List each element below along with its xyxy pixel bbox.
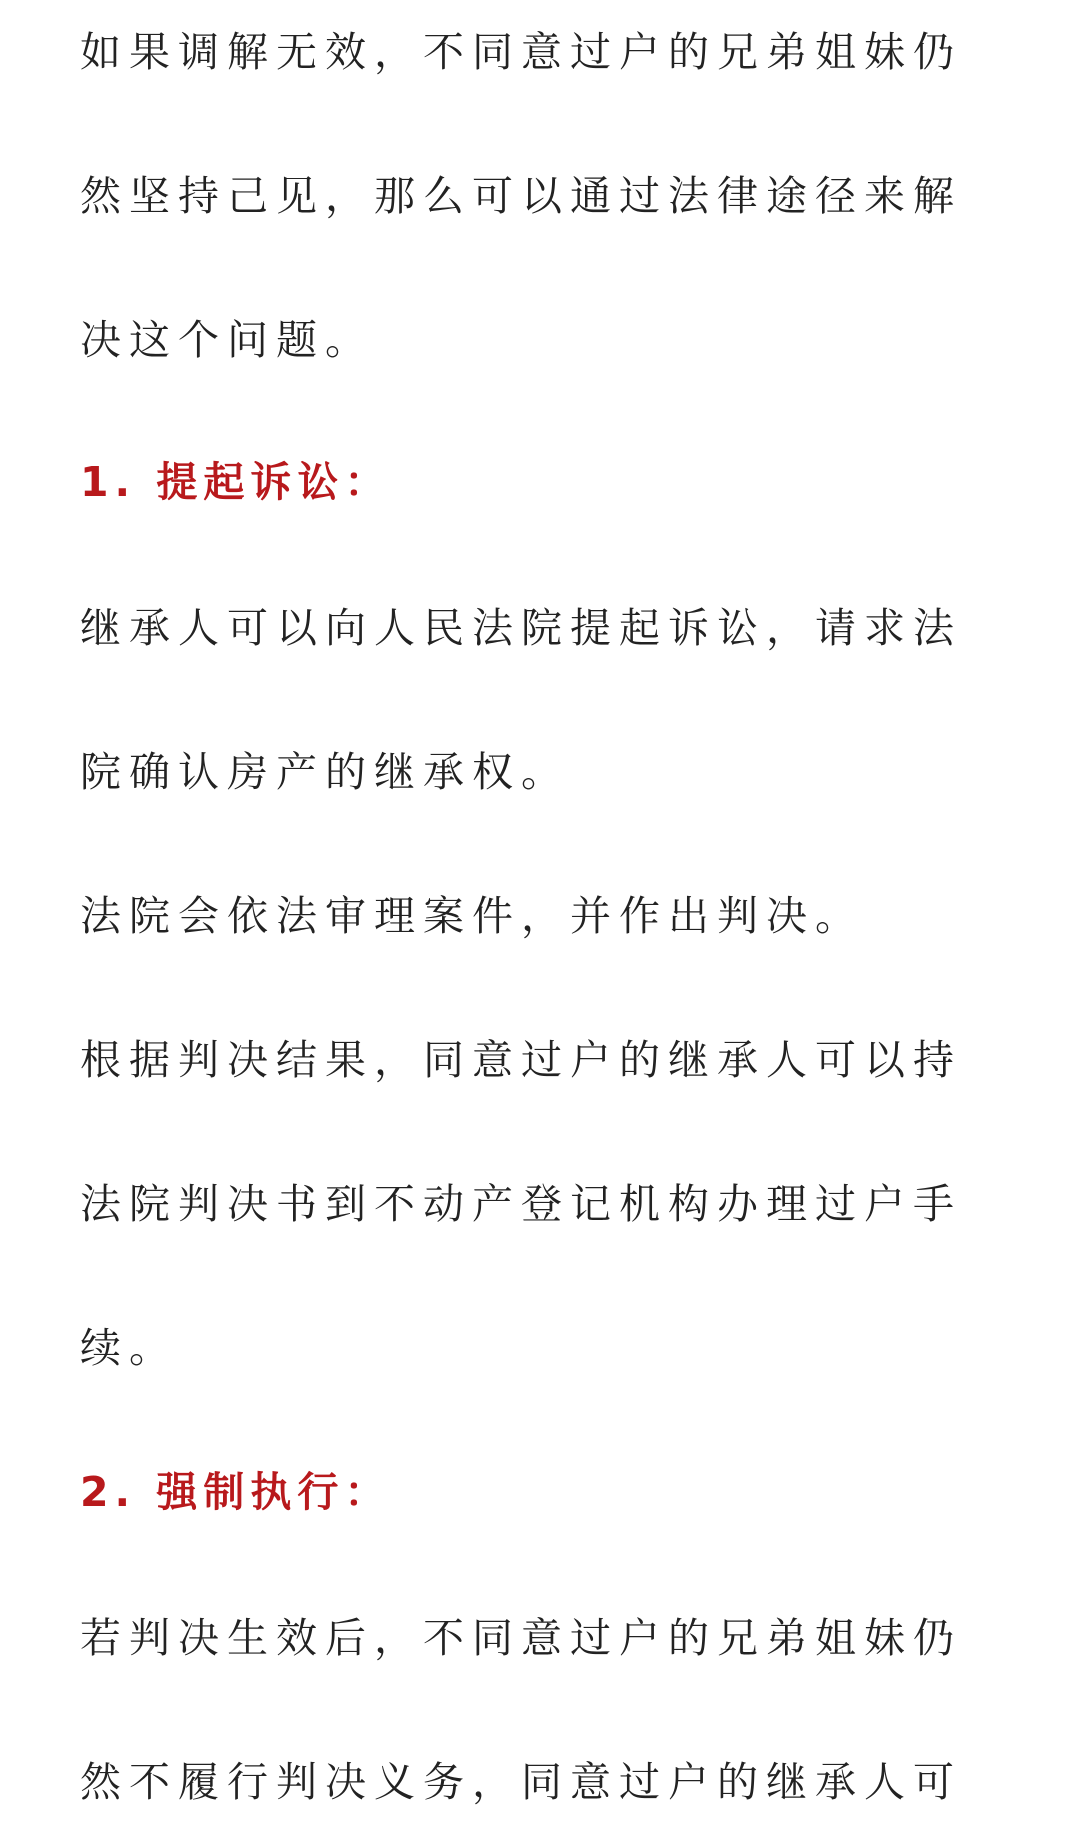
paragraph-line: 续。 [80,1324,178,1372]
paragraph-line: 如果调解无效，不同意过户的兄弟姐妹仍 [80,28,962,76]
paragraph-line: 决这个问题。 [80,316,374,364]
paragraph-line: 若判决生效后，不同意过户的兄弟姐妹仍 [80,1614,962,1662]
paragraph-line: 法院会依法审理案件，并作出判决。 [80,892,864,940]
paragraph-line: 然不履行判决义务，同意过户的继承人可 [80,1758,962,1806]
paragraph-line: 然坚持己见，那么可以通过法律途径来解 [80,172,962,220]
paragraph-line: 根据判决结果，同意过户的继承人可以持 [80,1036,962,1084]
paragraph-line: 继承人可以向人民法院提起诉讼，请求法 [80,604,962,652]
paragraph-line: 法院判决书到不动产登记机构办理过户手 [80,1180,962,1228]
section-heading-lawsuit: 1. 提起诉讼： [80,458,392,506]
section-heading-enforcement: 2. 强制执行： [80,1468,392,1516]
paragraph-line: 院确认房产的继承权。 [80,748,570,796]
